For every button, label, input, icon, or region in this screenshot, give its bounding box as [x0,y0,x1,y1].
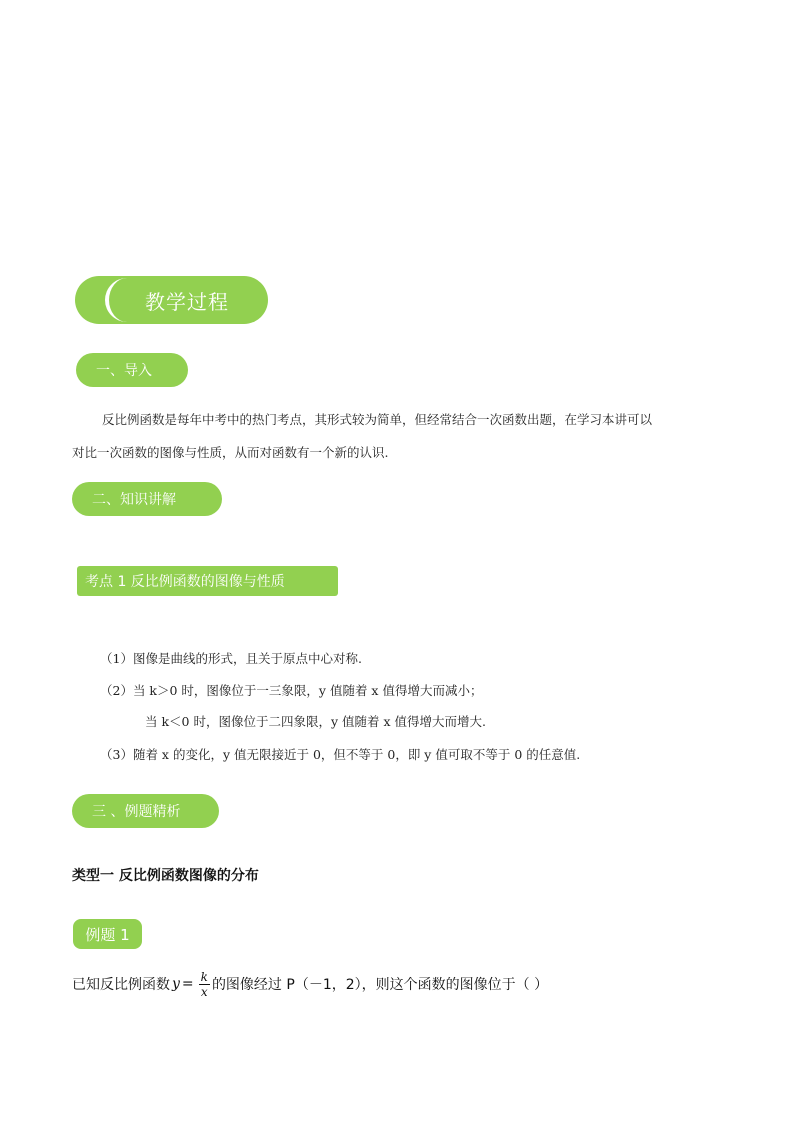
property-3: （3）随着 x 的变化，y 值无限接近于 0，但不等于 0，即 y 值可取不等于 0 的任意值. [100,747,581,762]
property-2: （2）当 k＞0 时，图像位于一三象限，y 值随着 x 值得增大而减小； [100,683,483,698]
intro-paragraph-line1: 反比例函数是每年中考中的热门考点，其形式较为简单，但经常结合一次函数出题，在学习本讲可以 [102,412,653,427]
intro-paragraph-line2: 对比一次函数的图像与性质，从而对函数有一个新的认识. [72,445,389,460]
formula-numerator: k [200,969,208,984]
section-header-examples: 三 、例题精析 [72,794,219,828]
section-header-knowledge: 二、知识讲解 [72,482,222,516]
question-prefix: 已知反比例函数 [72,977,170,993]
formula-fraction [199,970,210,999]
property-1: （1）图像是曲线的形式，且关于原点中心对称. [100,651,362,666]
formula-denominator: x [200,984,208,999]
question-suffix: 的图像经过 P（－1，2），则这个函数的图像位于（ ） [211,977,549,993]
section-banner [75,276,268,324]
example-badge: 例题 1 [73,919,142,949]
inverse-function-formula [172,970,210,999]
formula-lhs: y [172,976,180,992]
formula-equals: = [181,976,194,992]
section-header-intro: 一、导入 [76,353,188,387]
section-banner-title: 教学过程 [105,278,265,322]
topic-header: 考点 1 反比例函数的图像与性质 [77,566,338,596]
example-question [72,964,548,1004]
property-2b: 当 k＜0 时，图像位于二四象限，y 值随着 x 值得增大而增大. [145,714,486,729]
type-heading: 类型一 反比例函数图像的分布 [72,868,259,884]
